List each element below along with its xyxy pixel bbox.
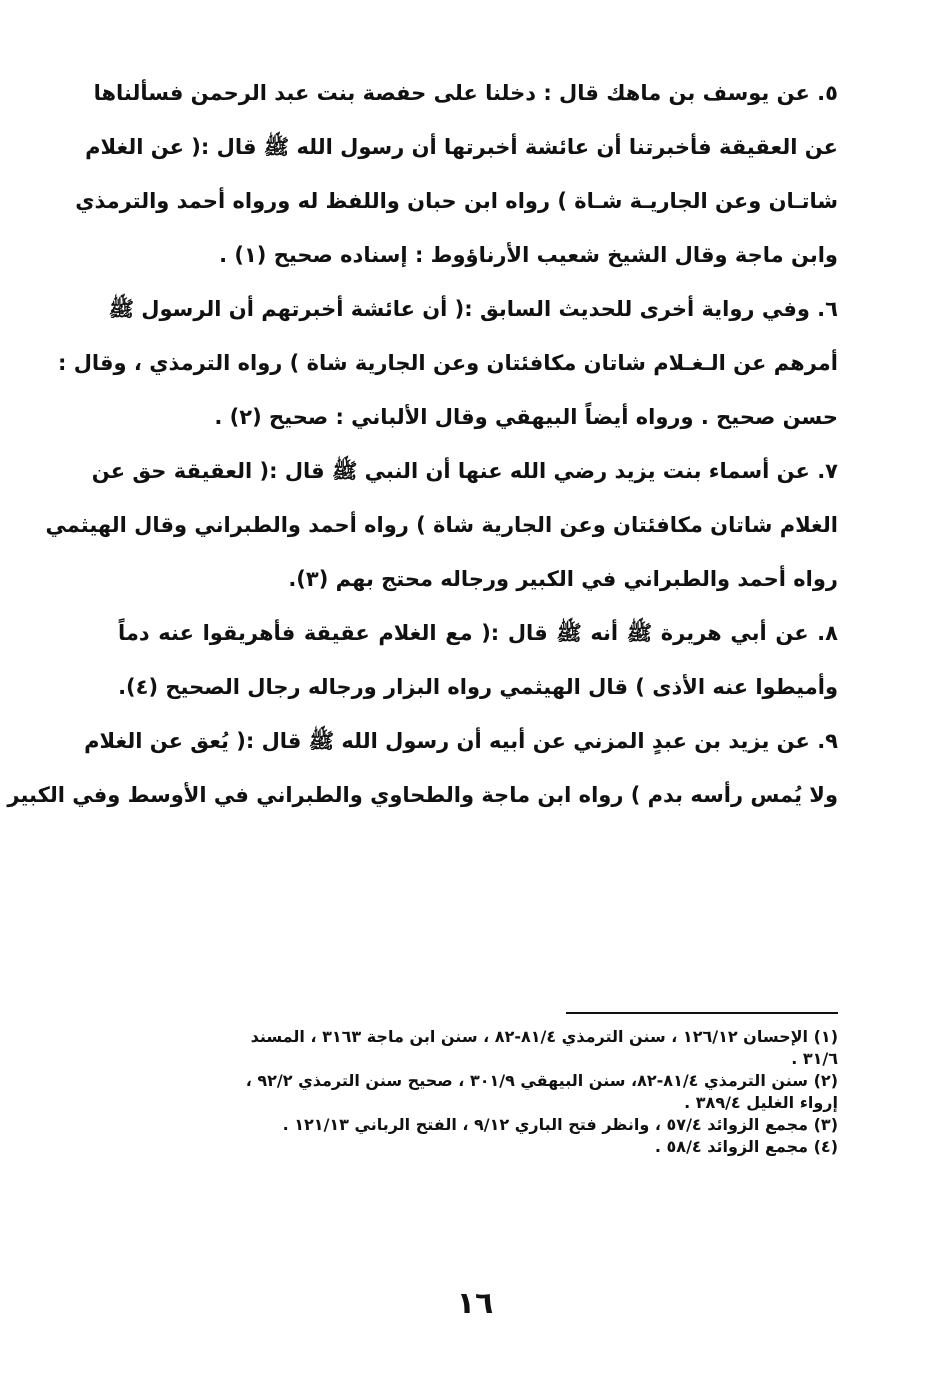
main-text (7, 66, 838, 822)
footnote-line: (١) الإحسان ١٢٦/١٢ ، سنن الترمذي ٨١/٤-٨٢ ، سنن ابن ماجة ٣١٦٣ ، المسند (250, 1027, 838, 1046)
text-line: ٨. عن أبي هريرة ﷺ أنه ﷺ قال :( مع الغلام عقيقة فأهريقوا عنه دماً (118, 621, 838, 645)
text-line: ولا يُمس رأسه بدم ) رواه ابن ماجة والطحاوي والطبراني في الأوسط وفي الكبير (7, 783, 838, 807)
footnote-line: (٣) مجمع الزوائد ٥٧/٤ ، وانظر فتح الباري ٩/١٢ ، الفتح الرباني ١٢١/١٣ . (282, 1115, 838, 1134)
footnote-line: (٤) مجمع الزوائد ٥٨/٤ . (654, 1137, 838, 1156)
text-line: رواه أحمد والطبراني في الكبير ورجاله محتج بهم (٣). (288, 567, 838, 591)
text-line: شاتـان وعن الجاريـة شـاة ) رواه ابن حبان واللفظ له ورواه أحمد والترمذي (75, 189, 838, 213)
footnote-4 (112, 1136, 838, 1158)
footnote-1 (112, 1026, 838, 1070)
text-line: أمرهم عن الـغـلام شاتان مكافئتان وعن الجارية شاة ) رواه الترمذي ، وقال : (57, 351, 838, 375)
footnote-separator (566, 1012, 838, 1014)
text-line: حسن صحيح . ورواه أيضاً البيهقي وقال الألباني : صحيح (٢) . (214, 405, 838, 429)
text-line: وابن ماجة وقال الشيخ شعيب الأرناؤوط : إسناده صحيح (١) . (219, 243, 838, 267)
page-number: ١٦ (456, 1286, 494, 1321)
text-line: عن العقيقة فأخبرتنا أن عائشة أخبرتها أن رسول الله ﷺ قال :( عن الغلام (85, 135, 838, 159)
text-line: ٩. عن يزيد بن عبدٍ المزني عن أبيه أن رسول الله ﷺ قال :( يُعق عن الغلام (84, 729, 838, 753)
text-line: وأميطوا عنه الأذى ) قال الهيثمي رواه البزار ورجاله رجال الصحيح (٤). (118, 675, 838, 699)
text-line: ٥. عن يوسف بن ماهك قال : دخلنا على حفصة بنت عبد الرحمن فسألناها (93, 81, 838, 105)
footnote-line: ٣١/٦ . (791, 1049, 838, 1068)
footnotes (112, 1026, 838, 1158)
footnote-3 (112, 1114, 838, 1136)
footnote-line: (٢) سنن الترمذي ٨١/٤-٨٢، سنن البيهقي ٣٠١/٩ ، صحيح سنن الترمذي ٩٢/٢ ، (245, 1071, 838, 1090)
text-line: الغلام شاتان مكافئتان وعن الجارية شاة ) رواه أحمد والطبراني وقال الهيثمي (45, 513, 838, 537)
footnote-line: إرواء الغليل ٣٨٩/٤ . (684, 1093, 838, 1112)
footnote-2 (112, 1070, 838, 1114)
text-line: ٧. عن أسماء بنت يزيد رضي الله عنها أن النبي ﷺ قال :( العقيقة حق عن (91, 459, 838, 483)
text-line: ٦. وفي رواية أخرى للحديث السابق :( أن عائشة أخبرتهم أن الرسول ﷺ (108, 297, 838, 321)
